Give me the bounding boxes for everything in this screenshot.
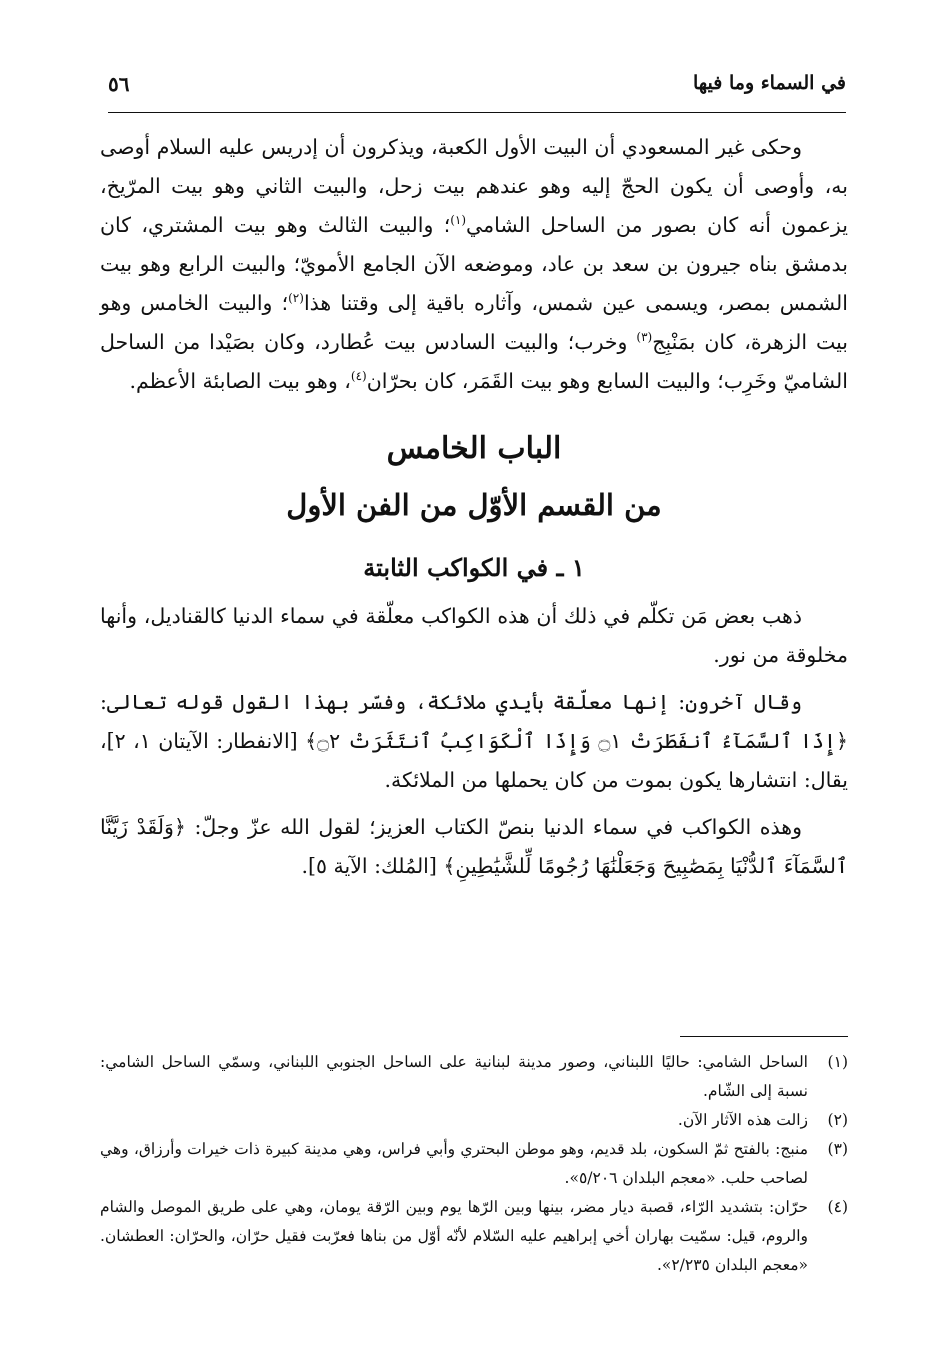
footnote-text: زالت هذه الآثار الآن. <box>677 1111 808 1129</box>
page-number: ٥٦ <box>108 72 130 96</box>
footnote-ref-4[interactable]: (٤) <box>350 369 367 384</box>
page-header <box>108 62 846 113</box>
footnote-3 <box>100 1135 848 1193</box>
footnote-number: (٤) <box>827 1198 848 1216</box>
footnote-text: حرّان: بتشديد الرّاء، قصبة ديار مضر، بينها وبين الرّها يوم وبين الرّقة يومان، وهي على طريق الموصل والشام والروم، قيل: سمّيت بهاران أخي إبراهيم عليه السّلام لأنّه أوّل من بناها فعرّبت فقيل حرّان، والحرّان: العطشان. «معجم البلدان ٢/٢٣٥». <box>100 1198 808 1274</box>
footnote-text: منبج: بالفتح ثمّ السكون، بلد قديم، وهو موطن البحتري وأبي فراس، وهي مدينة كبيرة ذات خيرات وأرزاق، وهي لصاحب حلب. «معجم البلدان ٥/٢٠٦». <box>100 1140 808 1187</box>
paragraph-lamps: ذهب بعض مَن تكلّم في ذلك أن هذه الكواكب معلّقة في سماء الدنيا كالقناديل، وأنها مخلوقة من نور. <box>100 604 848 667</box>
footnote-1 <box>100 1048 848 1106</box>
chapter-heading: الباب الخامس <box>386 431 562 466</box>
paragraph-text: ؛ والبيت الثالث وهو بيت المشتري، كان بدمشق بناه جيرون بن سعد بن عاد، وموضعه الآن الجامع الأمويّ؛ والبيت الرابع وهو بيت الشمس بمصر، ويسمى عين شمس، وآثاره باقية إلى وقتنا هذا <box>100 213 848 315</box>
paragraph-text: وخرب؛ والبيت السادس بيت عُطارد، وكان بصَيْدا من الساحل الشاميّ وخَرِب؛ والبيت السابع وهو بيت القَمَر، كان بحرّان <box>100 330 848 393</box>
running-title: في السماء وما فيها <box>693 72 846 94</box>
footnotes <box>100 1048 848 1280</box>
footnote-number: (١) <box>827 1053 848 1071</box>
footnote-ref-2[interactable]: (٢) <box>288 291 304 306</box>
chapter-subheading: من القسم الأوّل من الفن الأول <box>286 488 662 522</box>
paragraph-text: وحكى غير المسعودي أن البيت الأول الكعبة، ويذكرون أن إدريس عليه السلام أوصى به، وأوصى أن يكون الحجّ إليه وهو عندهم بيت زحل، والبيت الثاني وهو بيت المرّيخ، يزعمون أنه كان بصور من الساحل الشامي <box>100 135 848 237</box>
footnote-2 <box>100 1106 848 1135</box>
paragraph-angels: وقال آخرون: إنها معلّقة بأيدي ملائكة، وفسّر بهذا القول قوله تعالى: ﴿إِذَا ٱلسَّمَآءُ ٱنفَطَرَتْ ۝١ وَإِذَا ٱلْكَوَاكِبُ ٱنتَثَرَتْ ۝٢﴾ [الانفطار: الآيتان ١، ٢]، يقال: انتشارها يكون بموت من كان يحملها من الملائكة. <box>100 690 849 792</box>
footnote-divider <box>680 1036 848 1037</box>
footnote-text: الساحل الشامي: حاليًا اللبناني، وصور مدينة لبنانية على الساحل الجنوبي اللبناني، وسمّي الساحل الشامي: نسبة إلى الشّام. <box>100 1053 808 1100</box>
footnote-ref-3[interactable]: (٣) <box>636 330 653 345</box>
paragraph-quran: وهذه الكواكب في سماء الدنيا بنصّ الكتاب العزيز؛ لقول الله عزّ وجلّ: ﴿وَلَقَدْ زَيَّنَّا ٱلسَّمَآءَ ٱلدُّنْيَا بِمَصَٰبِيحَ وَجَعَلْنَٰهَا رُجُومًا لِّلشَّيَٰطِينِ﴾ [المُلك: الآية ٥]. <box>100 815 848 878</box>
paragraph-temples <box>100 128 848 401</box>
paragraph-text: ؛ والبيت الخامس وهو بيت الزهرة، كان بمَنْبِج <box>100 291 848 354</box>
section-heading: ١ ـ في الكواكب الثابتة <box>363 553 585 582</box>
footnote-4 <box>100 1193 848 1280</box>
main-text <box>100 128 848 886</box>
paragraph-text: ، وهو بيت الصابئة الأعظم. <box>129 369 351 393</box>
footnote-ref-1[interactable]: (١) <box>450 213 467 228</box>
footnote-number: (٣) <box>827 1140 848 1158</box>
footnote-number: (٢) <box>827 1111 848 1129</box>
